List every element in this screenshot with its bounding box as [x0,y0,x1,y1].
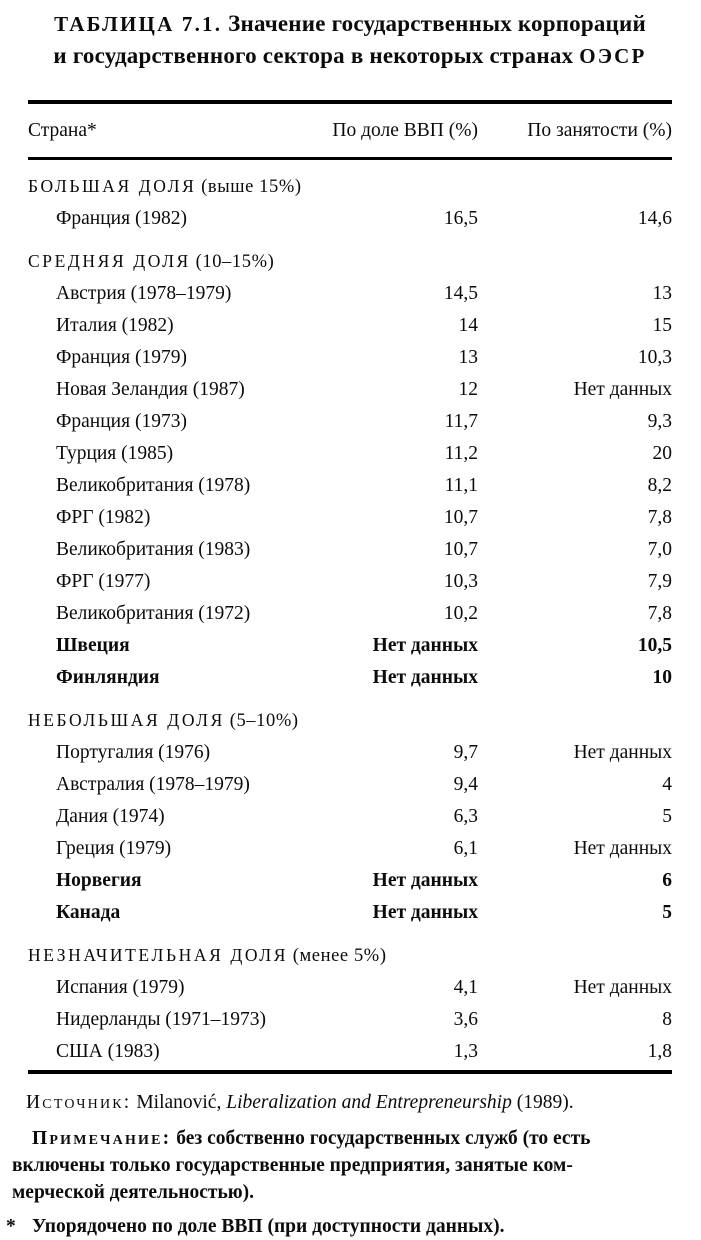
gdp-cell: 6,1 [453,838,478,859]
gdp-cell: Нет данных [372,870,478,891]
table-section [28,245,672,694]
country-cell: Испания (1979) [56,977,185,998]
employment-cell: 14,6 [637,208,672,229]
employment-cell: 4 [662,774,672,795]
source-label: Источник: [26,1092,132,1113]
table-number-label: ТАБЛИЦА 7.1. [54,12,223,36]
country-cell: Финляндия [56,667,160,688]
column-header-gdp: По доле ВВП (%) [332,120,478,141]
section-header-caps: БОЛЬШАЯ ДОЛЯ [28,176,197,196]
table-row [28,406,672,438]
section-rows [28,972,672,1068]
note-text-1: без собственно государственных служб (то есть [176,1128,591,1149]
employment-cell: Нет данных [573,838,672,859]
employment-cell: 8,2 [647,475,672,496]
section-header-caps: СРЕДНЯЯ ДОЛЯ [28,251,191,271]
footnote-asterisk: * [6,1216,16,1237]
section-header-range: (5–10%) [229,711,299,731]
title-text-1: Значение государственных корпораций [228,11,646,36]
table-row [28,278,672,310]
country-cell: ФРГ (1977) [56,571,151,592]
table-row [28,801,672,833]
source-author: Milanović, [136,1092,222,1113]
country-cell: Франция (1982) [56,208,187,229]
table-row [28,374,672,406]
section-rows [28,203,672,235]
employment-cell: 7,8 [647,603,672,624]
country-cell: Великобритания (1983) [56,539,251,560]
employment-cell: 7,0 [647,539,672,560]
table-section [28,170,672,235]
country-cell: Норвегия [56,870,142,891]
table-body [28,170,672,1070]
note-line-2: включены только государственные предприятия, занятые ком- [12,1155,573,1176]
source-year: (1989). [516,1092,574,1113]
country-cell: Франция (1973) [56,411,187,432]
table-row [28,897,672,929]
section-header [28,245,672,278]
gdp-cell: 10,7 [443,539,478,560]
section-header-caps: НЕБОЛЬШАЯ ДОЛЯ [28,710,225,730]
country-cell: ФРГ (1982) [56,507,151,528]
country-cell: Великобритания (1972) [56,603,251,624]
table-row [28,1004,672,1036]
gdp-cell: 16,5 [443,208,478,229]
gdp-cell: 3,6 [453,1009,478,1030]
footnote-text: Упорядочено по доле ВВП (при доступности данных). [32,1216,505,1237]
table-row [28,310,672,342]
employment-cell: 10,3 [637,347,672,368]
employment-cell: 10,5 [637,635,672,656]
footnote-line [6,1213,672,1240]
employment-cell: 7,9 [647,571,672,592]
note-block [12,1125,672,1206]
employment-cell: 15 [652,315,672,336]
employment-cell: 5 [662,902,672,923]
table-header-row [28,104,672,160]
column-header-country: Страна* [28,120,97,141]
source-work-title: Liberalization and Entrepreneurship [226,1092,512,1113]
country-cell: Австралия (1978–1979) [56,774,250,795]
gdp-cell: 12 [458,379,478,400]
gdp-cell: 11,2 [444,443,478,464]
gdp-cell: 4,1 [453,977,478,998]
employment-cell: 20 [652,443,672,464]
employment-cell: 10 [652,667,672,688]
gdp-cell: 6,3 [453,806,478,827]
employment-cell: Нет данных [573,977,672,998]
gdp-cell: 14,5 [443,283,478,304]
section-header-range: (выше 15%) [201,177,302,197]
employment-cell: 13 [652,283,672,304]
section-header [28,939,672,972]
country-cell: Австрия (1978–1979) [56,283,232,304]
gdp-cell: 11,1 [444,475,478,496]
table-row [28,203,672,235]
section-header-range: (менее 5%) [292,946,387,966]
country-cell: Греция (1979) [56,838,172,859]
table-section [28,704,672,929]
gdp-cell: Нет данных [372,902,478,923]
gdp-cell: 10,7 [443,507,478,528]
country-cell: Великобритания (1978) [56,475,251,496]
table-row [28,566,672,598]
employment-cell: 1,8 [647,1041,672,1062]
gdp-cell: 13 [458,347,478,368]
table-row [28,598,672,630]
gdp-cell: 10,3 [443,571,478,592]
table-row [28,769,672,801]
employment-cell: 7,8 [647,507,672,528]
table-row [28,737,672,769]
employment-cell: 9,3 [647,411,672,432]
country-cell: Португалия (1976) [56,742,211,763]
employment-cell: Нет данных [573,379,672,400]
table-row [28,342,672,374]
country-cell: Канада [56,902,121,923]
country-cell: Франция (1979) [56,347,187,368]
note-line-1 [32,1128,590,1149]
gdp-cell: 9,4 [453,774,478,795]
section-rows [28,278,672,694]
gdp-cell: 14 [458,315,478,336]
employment-cell: Нет данных [573,742,672,763]
gdp-cell: Нет данных [372,667,478,688]
table-row [28,662,672,694]
table-row [28,630,672,662]
oecd-label: ОЭСР [579,44,647,68]
gdp-cell: 10,2 [443,603,478,624]
employment-cell: 5 [662,806,672,827]
section-header [28,704,672,737]
table-row [28,833,672,865]
country-cell: Дания (1974) [56,806,165,827]
table-row [28,438,672,470]
country-cell: Новая Зеландия (1987) [56,379,245,400]
country-cell: Нидерланды (1971–1973) [56,1009,267,1030]
table-section [28,939,672,1070]
page-title [28,8,672,72]
gdp-cell: 1,3 [453,1041,478,1062]
title-line-2 [28,40,672,72]
table-row [28,502,672,534]
table-row [28,470,672,502]
note-line-3: мерческой деятельностью). [12,1182,255,1203]
country-cell: США (1983) [56,1041,160,1062]
column-header-employment: По занятости (%) [527,120,672,141]
employment-cell: 8 [662,1009,672,1030]
gdp-cell: 11,7 [444,411,478,432]
title-line-1 [28,8,672,40]
source-line [26,1090,672,1116]
country-cell: Италия (1982) [56,315,174,336]
data-table [28,100,672,1074]
section-rows [28,737,672,929]
section-header-range: (10–15%) [195,252,275,272]
gdp-cell: 9,7 [453,742,478,763]
table-row [28,534,672,566]
gdp-cell: Нет данных [372,635,478,656]
table-row [28,865,672,897]
country-cell: Турция (1985) [56,443,174,464]
section-header [28,170,672,203]
title-text-2: и государственного сектора в некоторых странах [53,43,574,68]
note-label: Примечание: [32,1128,172,1149]
section-header-caps: НЕЗНАЧИТЕЛЬНАЯ ДОЛЯ [28,945,288,965]
employment-cell: 6 [662,870,672,891]
country-cell: Швеция [56,635,130,656]
table-row [28,972,672,1004]
table-row [28,1036,672,1068]
